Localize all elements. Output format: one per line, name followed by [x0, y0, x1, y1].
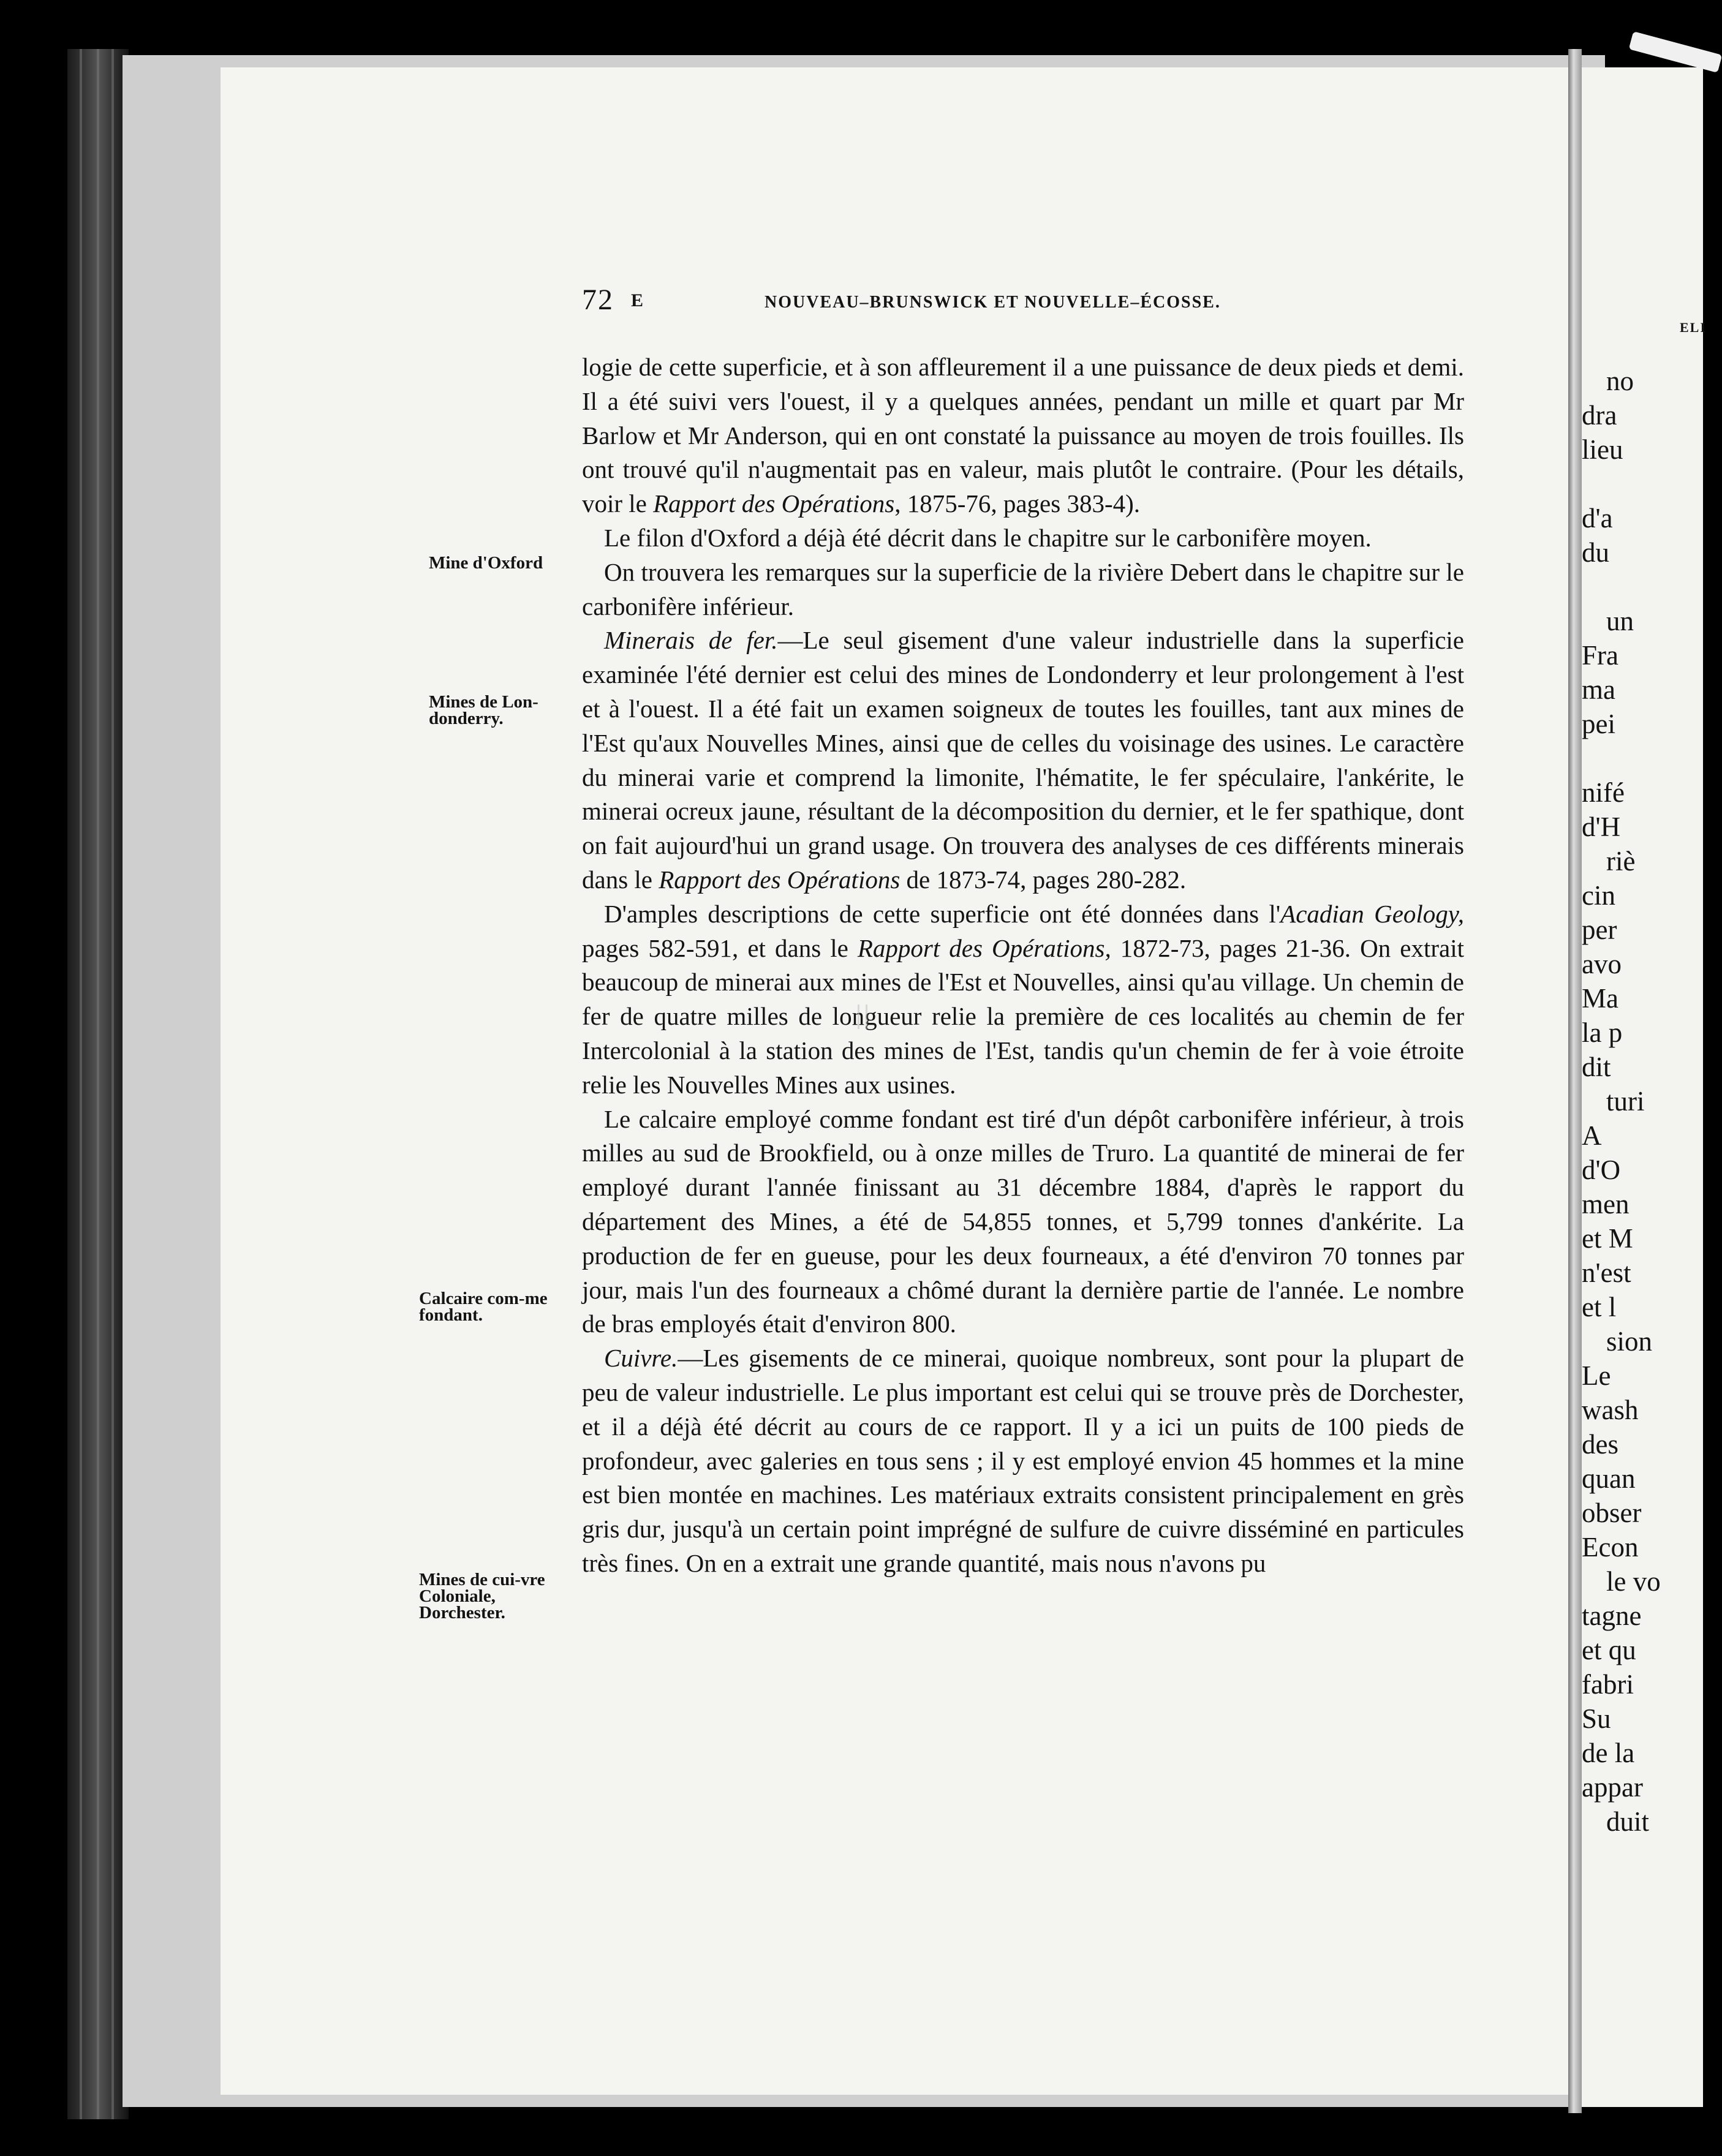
binding-stripe — [97, 49, 99, 2119]
facing-page-line: lieu — [1582, 434, 1623, 465]
facing-page-header: ELI — [1680, 320, 1707, 335]
facing-page-line: d'O — [1582, 1155, 1621, 1185]
facing-page-line: des — [1582, 1429, 1618, 1460]
facing-page-line: dit — [1582, 1052, 1611, 1082]
facing-page-line: riè — [1606, 846, 1636, 876]
facing-page-line: d'H — [1582, 812, 1621, 842]
facing-page-line: turi — [1606, 1086, 1645, 1117]
scan-artifact — [1629, 31, 1722, 73]
body-text — [582, 350, 1464, 1581]
facing-page-line: le vo — [1606, 1566, 1661, 1597]
facing-page-line: la p — [1582, 1017, 1623, 1048]
facing-page-line: et qu — [1582, 1635, 1636, 1665]
facing-page-line: Fra — [1582, 640, 1618, 671]
facing-page-line: fabri — [1582, 1669, 1634, 1700]
running-title: NOUVEAU–BRUNSWICK ET NOUVELLE–ÉCOSSE. — [765, 293, 1221, 312]
running-header — [582, 283, 1501, 320]
facing-page-line: cin — [1582, 880, 1615, 911]
facing-page-line: dra — [1582, 400, 1617, 431]
side-note-londonderry: Mines de Lon-donderry. — [429, 692, 538, 728]
paragraph-cuivre: Cuivre.—Les gisements de ce minerai, quoique nombreux, sont pour la plupart de peu de valeur industrielle. Le plus important est celui qui se trouve près de Dorchester, et il a déjà été décrit au cours de ce rapport. Il y a ici un puits de 100 pieds de profondeur, avec galeries en tous sens ; il y est employé envion 45 hommes et la mine est bien montée en machines. Les matériaux extraits consistent principalement en grès gris dur, jusqu'à un certain point imprégné de sulfure de cuivre disséminé en particules très fines. On en a extrait une grande quantité, mais nous n'avons pu — [582, 1344, 1464, 1577]
page-gutter — [1568, 49, 1582, 2113]
facing-page-line: A — [1582, 1120, 1602, 1151]
page-number: 72 — [582, 284, 614, 316]
page-suffix: E — [631, 290, 644, 311]
facing-page — [1582, 67, 1707, 2107]
facing-page-line: Ma — [1582, 983, 1618, 1014]
paragraph-descriptions: D'amples descriptions de cette superficie ont été données dans l'Acadian Geology, pages 582-591, et dans le Rapport des Opérations, 1872-73, pages 21-36. On extrait beaucoup de minerai aux mines de l'Est et Nouvelles, ainsi qu'au village. Un chemin de fer de quatre milles de longueur relie la première de ces localités au chemin de fer Intercolonial à la station des mines de l'Est, tandis qu'un chemin de fer à voie étroite relie les Nouvelles Mines aux usines. — [582, 899, 1464, 1099]
facing-page-line: quan — [1582, 1463, 1636, 1494]
facing-page-line: pei — [1582, 709, 1615, 739]
facing-page-line: sion — [1606, 1326, 1653, 1357]
facing-page-line: et M — [1582, 1223, 1633, 1254]
facing-page-line: et l — [1582, 1292, 1617, 1322]
paragraph-minerais: Minerais de fer.—Le seul gisement d'une valeur industrielle dans la superficie examinée l'été dernier est celui des mines de Londonderry et leur prolongement à l'est et à l'ouest. Il a été fait un examen soigneux de toutes les fouilles, tant aux mines de l'Est qu'aux Nouvelles Mines, ainsi que de celles du voisinage des usines. Le caractère du minerai varie et comprend la limonite, l'hématite, le fer spéculaire, l'ankérite, le minerai ocreux jaune, résultant de la décomposition du dernier, et le fer spathique, dont on fait aujourd'hui un grand usage. On trouvera des analyses de ces différents minerais dans le Rapport des Opérations de 1873-74, pages 280-282. — [582, 626, 1464, 894]
facing-page-line: Su — [1582, 1703, 1611, 1734]
facing-page-line: d'a — [1582, 503, 1613, 533]
facing-page-line: du — [1582, 537, 1609, 568]
facing-page-line: ma — [1582, 674, 1615, 705]
facing-page-line: Le — [1582, 1360, 1611, 1391]
facing-page-line: n'est — [1582, 1257, 1631, 1288]
stray-mark — [858, 1005, 867, 1029]
paragraph-oxford: Le filon d'Oxford a déjà été décrit dans le chapitre sur le carbonifère moyen. — [604, 523, 1372, 552]
paragraph-continuation: logie de cette superficie, et à son affleurement il a une puissance de deux pieds et demi. Il a été suivi vers l'ouest, il y a quelques années, pendant un mille et quart par Mr Barlow et Mr Anderson, qui en ont constaté la puissance au moyen de trois fouilles. Ils ont trouvé qu'il n'augmentait pas en valeur, mais plutôt le contraire. (Pour les détails, voir le Rapport des Opérations, 1875-76, pages 383-4). — [582, 353, 1464, 518]
facing-page-line: obser — [1582, 1498, 1642, 1528]
facing-page-line: per — [1582, 914, 1617, 945]
facing-page-line: no — [1606, 366, 1634, 396]
side-note-cuivre: Mines de cui-vre Coloniale, Dorchester. — [419, 1570, 545, 1623]
facing-page-line: men — [1582, 1189, 1629, 1219]
facing-page-line: de la — [1582, 1738, 1635, 1768]
binding-stripe — [111, 49, 114, 2119]
side-note-calcaire: Calcaire com-me fondant. — [419, 1289, 548, 1325]
side-note-oxford: Mine d'Oxford — [429, 553, 543, 573]
facing-page-line: duit — [1606, 1806, 1650, 1837]
facing-page-line: wash — [1582, 1395, 1639, 1425]
facing-page-line: un — [1606, 606, 1634, 636]
book-binding — [67, 49, 129, 2119]
facing-page-line: Econ — [1582, 1532, 1639, 1562]
paragraph-calcaire: Le calcaire employé comme fondant est tiré d'un dépôt carbonifère inférieur, à trois milles au sud de Brookfield, ou à onze milles de Truro. La quantité de minerai de fer employé durant l'année finissant au 31 décembre 1884, d'après le rapport du département des Mines, a été de 54,855 tonnes, et 5,799 tonnes d'ankérite. La production de fer en gueuse, pour les deux fourneaux, a été d'environ 70 tonnes par jour, mais l'un des fourneaux a chômé durant la dernière partie de l'année. Le nombre de bras employés était d'environ 800. — [582, 1104, 1464, 1338]
facing-page-line: appar — [1582, 1772, 1643, 1803]
paragraph-debert: On trouvera les remarques sur la superficie de la rivière Debert dans le chapitre sur le carbonifère inférieur. — [582, 557, 1464, 620]
facing-page-line: nifé — [1582, 777, 1625, 808]
facing-page-line: avo — [1582, 949, 1622, 979]
facing-page-line: tagne — [1582, 1600, 1642, 1631]
binding-stripe — [80, 49, 82, 2119]
